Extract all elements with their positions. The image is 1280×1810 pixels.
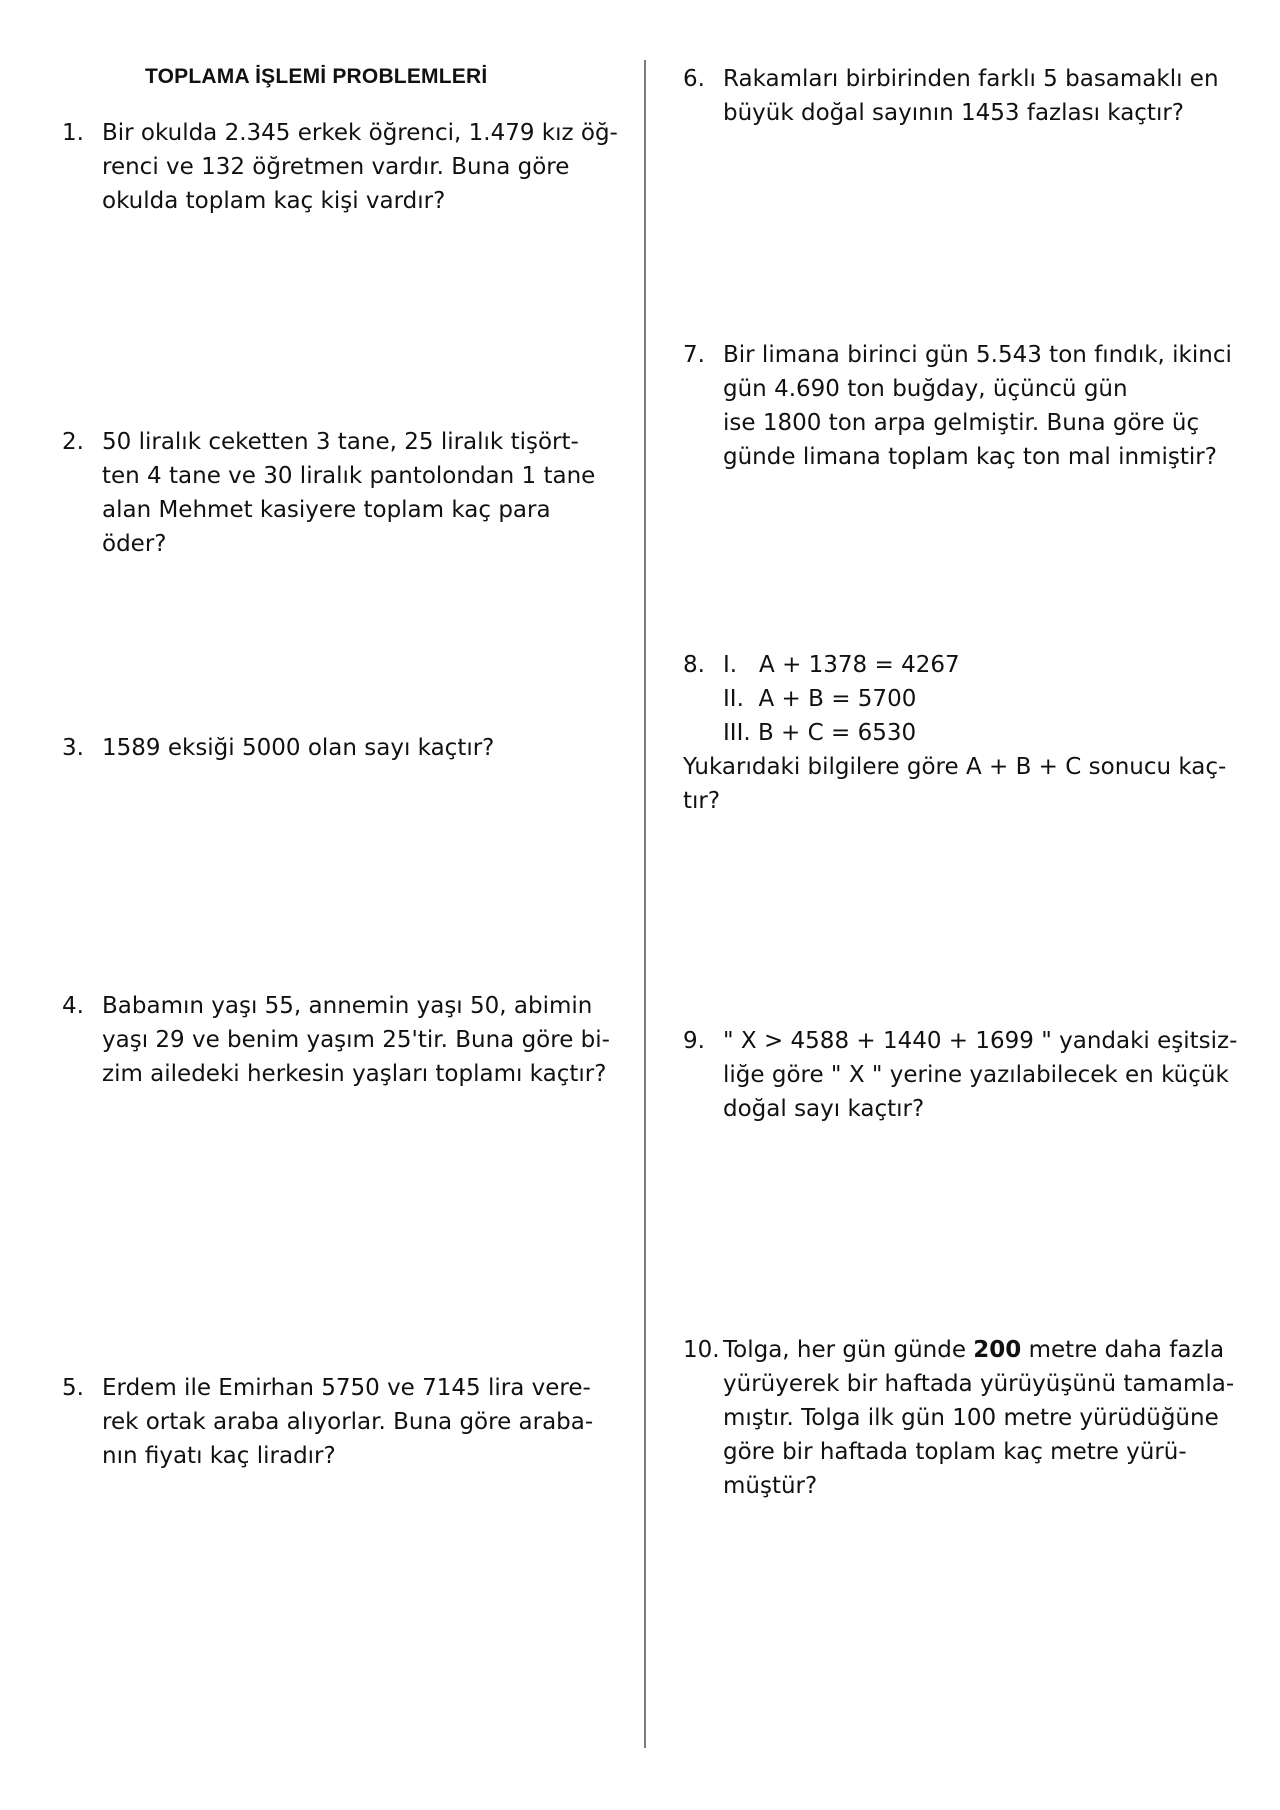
question-number: 5. (62, 1375, 84, 1401)
question-10 (683, 1333, 1234, 1503)
question-text-line: müştür? (723, 1473, 818, 1499)
question-number: 1. (62, 120, 84, 146)
question-text-line: büyük doğal sayının 1453 fazlası kaçtır? (723, 100, 1184, 126)
question-text-line: gün 4.690 ton buğday, üçüncü gün (723, 376, 1128, 402)
question-text-line: mıştır. Tolga ilk gün 100 metre yürüdüğüne (723, 1405, 1219, 1431)
question-text-line: okulda toplam kaç kişi vardır? (102, 188, 446, 214)
question-text-line: rek ortak araba alıyorlar. Buna göre araba- (102, 1409, 594, 1435)
question-3 (62, 731, 494, 765)
question-text-line: Bir limana birinci gün 5.543 ton fındık, ikinci (723, 342, 1232, 368)
question-text-line: nın fiyatı kaç liradır? (102, 1443, 336, 1469)
question-text-line: yürüyerek bir haftada yürüyüşünü tamamla- (723, 1371, 1235, 1397)
question-text-line: liğe göre " X " yerine yazılabilecek en küçük (723, 1062, 1229, 1088)
question-number: 2. (62, 429, 84, 455)
question-8 (683, 648, 1226, 818)
question-number: 9. (683, 1028, 705, 1054)
column-divider (644, 60, 646, 1748)
question-text-line: Erdem ile Emirhan 5750 ve 7145 lira vere- (102, 1375, 591, 1401)
bold-number: 200 (973, 1337, 1022, 1363)
question-text-line: ten 4 tane ve 30 liralık pantolondan 1 tane (102, 463, 596, 489)
text-segment: metre daha fazla (1021, 1337, 1225, 1363)
question-9 (683, 1024, 1237, 1126)
question-text-line: yaşı 29 ve benim yaşım 25'tir. Buna göre bi- (102, 1027, 610, 1053)
question-2 (62, 425, 595, 561)
question-text-line: Babamın yaşı 55, annemin yaşı 50, abimin (102, 993, 593, 1019)
question-number: 6. (683, 66, 705, 92)
question-text-line: Bir okulda 2.345 erkek öğrenci, 1.479 kız öğ- (102, 120, 618, 146)
statement-line: II. A + B = 5700 (723, 686, 917, 712)
question-7 (683, 338, 1232, 474)
question-text-line: 1589 eksiği 5000 olan sayı kaçtır? (102, 735, 495, 761)
question-number: 4. (62, 993, 84, 1019)
question-text-line: alan Mehmet kasiyere toplam kaç para (102, 497, 551, 523)
question-4 (62, 989, 610, 1091)
question-text-line: Yukarıdaki bilgilere göre A + B + C sonucu kaç- (683, 754, 1227, 780)
question-text-line: tır? (683, 788, 721, 814)
question-text-line: 50 liralık ceketten 3 tane, 25 liralık tişört- (102, 429, 579, 455)
question-number: 8. (683, 652, 705, 678)
question-1 (62, 116, 618, 218)
question-text-line: öder? (102, 531, 167, 557)
question-5 (62, 1371, 593, 1473)
statement-line: I. A + 1378 = 4267 (723, 652, 960, 678)
question-text-line: ise 1800 ton arpa gelmiştir. Buna göre üç (723, 410, 1200, 436)
question-text-line: doğal sayı kaçtır? (723, 1096, 925, 1122)
question-text-line: zim ailedeki herkesin yaşları toplamı kaçtır? (102, 1061, 607, 1087)
question-text-line: Rakamları birbirinden farklı 5 basamaklı en (723, 66, 1219, 92)
question-text-line: günde limana toplam kaç ton mal inmiştir? (723, 444, 1217, 470)
page-title: TOPLAMA İŞLEMİ PROBLEMLERİ (145, 65, 488, 88)
statement-line: III. B + C = 6530 (723, 720, 917, 746)
question-text-line: renci ve 132 öğretmen vardır. Buna göre (102, 154, 570, 180)
question-text-line: göre bir haftada toplam kaç metre yürü- (723, 1439, 1187, 1465)
question-text-line: " X > 4588 + 1440 + 1699 " yandaki eşitsiz- (723, 1028, 1238, 1054)
text-segment: Tolga, her gün günde (723, 1337, 974, 1363)
question-6 (683, 62, 1219, 130)
question-text-line (683, 1333, 1234, 1367)
question-number: 10. (683, 1337, 720, 1363)
question-number: 7. (683, 342, 705, 368)
question-number: 3. (62, 735, 84, 761)
